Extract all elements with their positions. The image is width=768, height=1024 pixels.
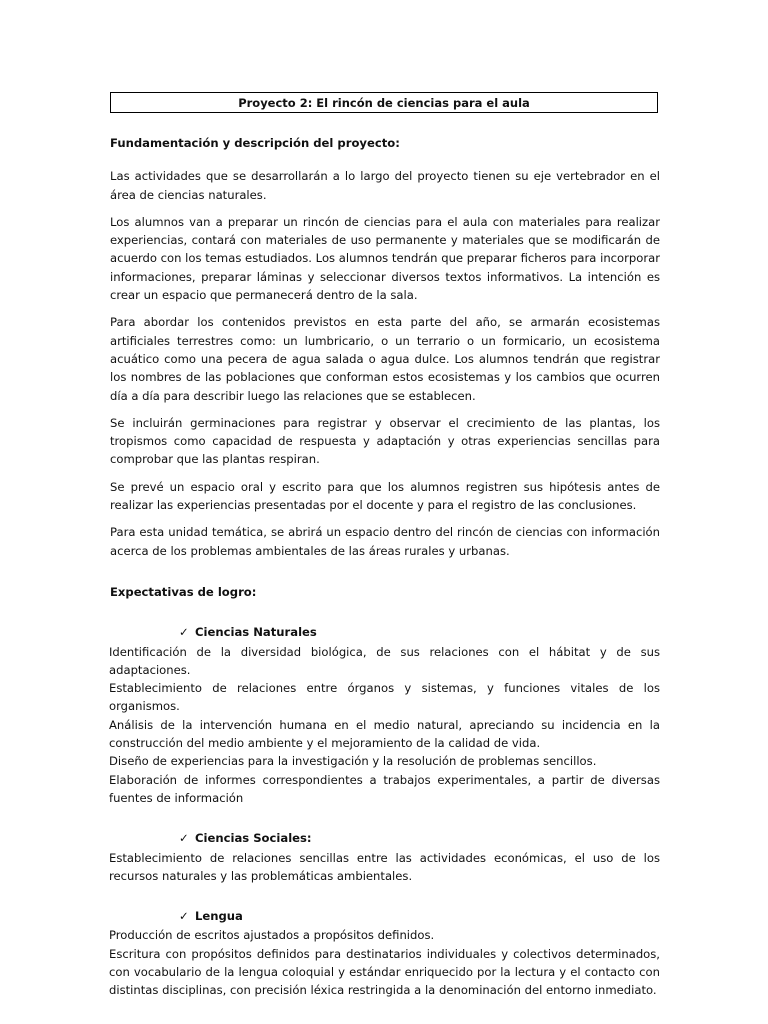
list-item: Identificación de la diversidad biológica, de sus relaciones con el hábitat y de sus adaptaciones.	[109, 644, 660, 677]
paragraph: Para abordar los contenidos previstos en esta parte del año, se armarán ecosistemas artificiales terrestres como: un lumbricario, o un terrario o un formicario, un ecosistema acuático como una pecera de agua salada o agua dulce. Los alumnos tendrán que registrar los nombres de las poblaciones que conforman estos ecosistemas y los cambios que ocurren día a día para describir luego las relaciones que se establecen.	[110, 315, 660, 403]
section-heading-expectativas: Expectativas de logro:	[110, 584, 257, 599]
checkmark-icon: ✓	[179, 831, 189, 846]
subheading-ciencias-sociales	[110, 829, 660, 847]
list-item: Escritura con propósitos definidos para destinatarios individuales y colectivos determinados, con vocabulario de la lengua coloquial y estándar enriquecido por la lectura y el contacto con distintas disciplinas, con precisión léxica restringida a la denominación del entorno inmediato.	[109, 946, 660, 998]
list-item: Elaboración de informes correspondientes a trabajos experimentales, a partir de diversas fuentes de información	[109, 772, 660, 805]
document-body	[110, 134, 660, 1000]
paragraph: Se prevé un espacio oral y escrito para que los alumnos registren sus hipótesis antes de realizar las experiencias presentadas por el docente y para el registro de las conclusiones.	[110, 479, 660, 513]
paragraph: Los alumnos van a preparar un rincón de ciencias para el aula con materiales para realizar experiencias, contará con materiales de uso permanente y materiales que se modificarán de acuerdo con los temas estudiados. Los alumnos tendrán que preparar ficheros para incorporar informaciones, preparar láminas y seleccionar diversos textos informativos. La intención es crear un espacio que permanecerá dentro de la sala.	[110, 214, 660, 303]
checkmark-icon: ✓	[179, 909, 189, 924]
paragraph: Se incluirán germinaciones para registrar y observar el crecimiento de las plantas, los tropismos como capacidad de respuesta y adaptación y otras experiencias sencillas para comprobar que las plantas respiran.	[110, 415, 660, 467]
paragraph: Para esta unidad temática, se abrirá un espacio dentro del rincón de ciencias con información acerca de los problemas ambientales de las áreas rurales y urbanas.	[110, 525, 660, 558]
subheading-label: Ciencias Sociales:	[195, 831, 312, 846]
subheading-lengua	[110, 907, 660, 925]
project-title: Proyecto 2: El rincón de ciencias para el aula	[110, 92, 658, 113]
list-item: Producción de escritos ajustados a propósitos definidos.	[109, 928, 435, 943]
subheading-label: Ciencias Naturales	[195, 625, 317, 640]
list-item: Establecimiento de relaciones sencillas entre las actividades económicas, el uso de los recursos naturales y las problemáticas ambientales.	[109, 850, 660, 883]
subheading-ciencias-naturales	[110, 623, 660, 641]
paragraph: Las actividades que se desarrollarán a lo largo del proyecto tienen su eje vertebrador en el área de ciencias naturales.	[110, 169, 660, 202]
checkmark-icon: ✓	[179, 625, 189, 640]
list-item: Análisis de la intervención humana en el medio natural, apreciando su incidencia en la construcción del medio ambiente y el mejoramiento de la calidad de vida.	[109, 717, 660, 751]
list-item: Diseño de experiencias para la investigación y la resolución de problemas sencillos.	[109, 754, 597, 769]
subheading-label: Lengua	[195, 909, 243, 924]
list-item: Establecimiento de relaciones entre órganos y sistemas, y funciones vitales de los organismos.	[109, 681, 660, 714]
section-heading-fundamentacion: Fundamentación y descripción del proyecto:	[110, 136, 400, 150]
